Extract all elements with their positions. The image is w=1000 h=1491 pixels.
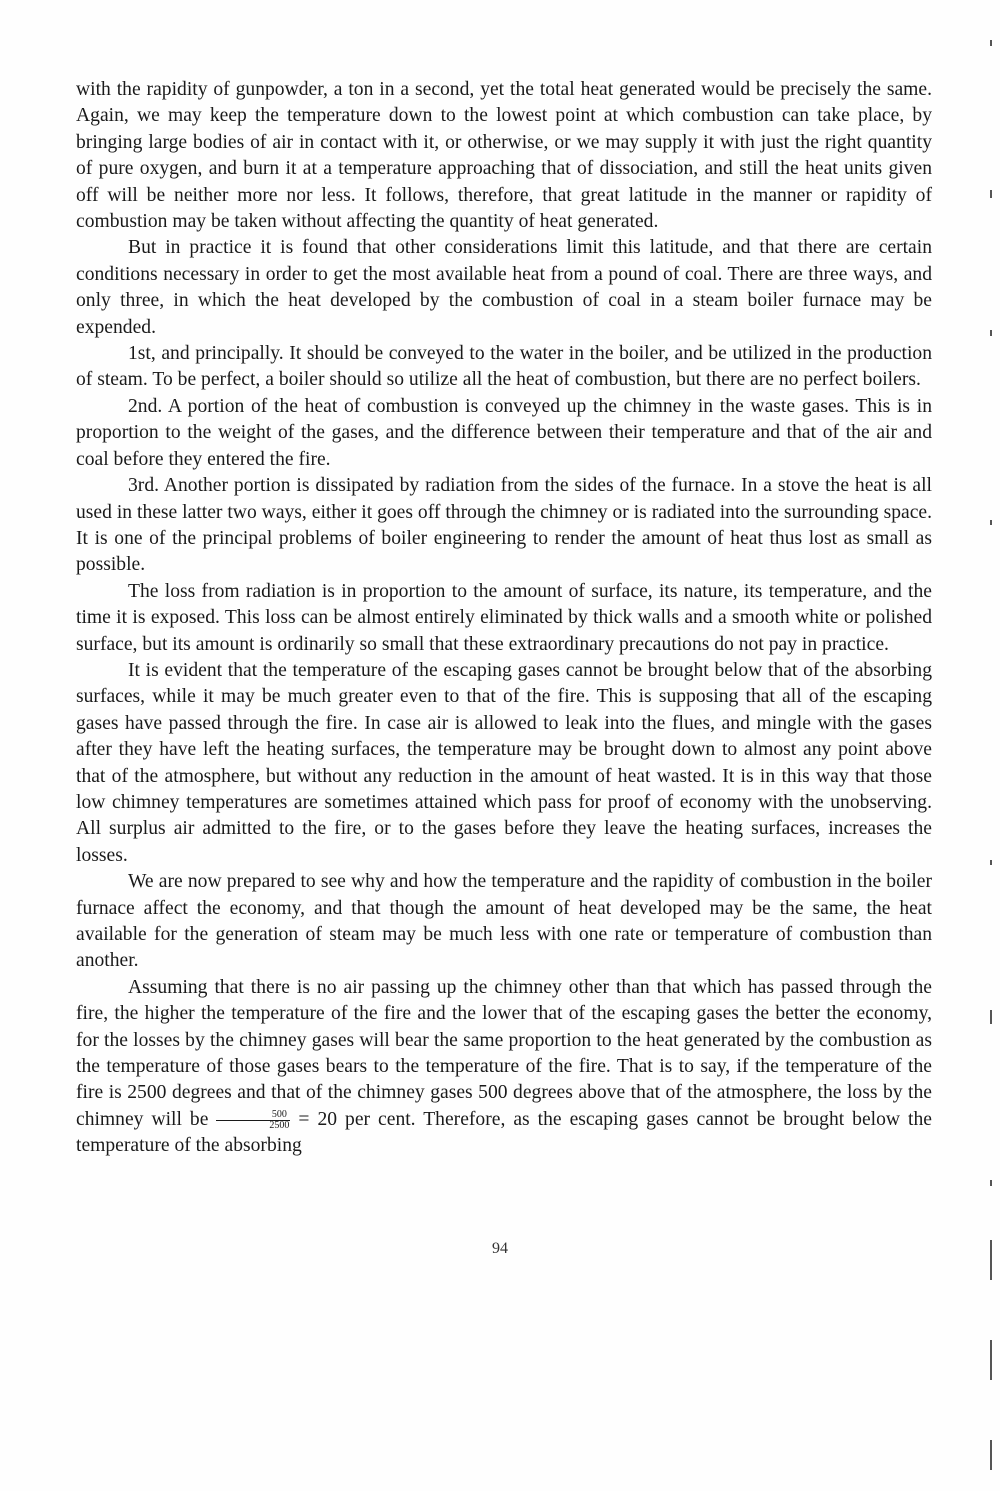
paragraph-1: with the rapidity of gunpowder, a ton in a second, yet the total heat generated would be precisely the same. Again, we may keep the temperature down to the lowest point at which combustion can take place, by bringing large bodies of air in contact with it, or otherwise, or we may supply it with just the right quantity of pure oxygen, and burn it at a temperature approaching that of dissociation, and still the heat units given off will be neither more nor less. It follows, therefore, that great latitude in the manner or rapidity of combustion may be taken without affecting the quantity of heat generated. bbox=[76, 79, 932, 233]
page-number: 94 bbox=[492, 1240, 508, 1257]
paragraph-7: It is evident that the temperature of the escaping gases cannot be brought below that of the absorbing surfaces, while it may be much greater even to that of the fire. This is supposing that all of the escaping gases have passed through the fire. In case air is allowed to leak into the flues, and mingle with the gases after they have left the heating surfaces, the temperature may be brought down to almost any point above that of the atmosphere, but without any reduction in the amount of heat wasted. It is in this way that those low chimney temperatures are sometimes attained which pass for proof of economy with the unobserving. All surplus air admitted to the fire, or to the gases before they leave the heating surfaces, increases the losses. bbox=[76, 659, 932, 866]
paragraph-9-start: Assuming that there is no air passing up the chimney other than that which has passed through the fire, the higher the temperature of the fire and the lower that of the escaping gases the better the economy, for the losses by the chimney gases will bear the same proportion to the heat generated by the combustion as the temperature of those gases bears to the temperature of the fire. That is to say, if the temperature of the fire is 2500 degrees and that of the chimney gases 500 degrees above that of the atmosphere, the loss by the chimney will be bbox=[76, 976, 932, 1130]
paragraph-9 bbox=[76, 975, 932, 1160]
fraction-denominator: 2500 bbox=[269, 1119, 290, 1131]
paragraph-6: The loss from radiation is in proportion to the amount of surface, its nature, its temperature, and the time it is exposed. This loss can be almost entirely eliminated by thick walls and a smooth white or polished surface, but its amount is ordinarily so small that these extraordinary precautions do not pay in practice. bbox=[76, 580, 932, 655]
loss-fraction bbox=[216, 1110, 290, 1131]
paragraph-2: But in practice it is found that other considerations limit this latitude, and that there are certain conditions necessary in order to get the most available heat from a pound of coal. There are three ways, and only three, in which the heat developed by the combustion of coal in a steam boiler furnace may be expended. bbox=[76, 237, 932, 338]
body-text bbox=[76, 77, 932, 1160]
paragraph-3: 1st, and principally. It should be conveyed to the water in the boiler, and be utilized in the production of steam. To be perfect, a boiler should so utilize all the heat of combustion, but there are no perfect boilers. bbox=[76, 343, 932, 391]
paragraph-5: 3rd. Another portion is dissipated by radiation from the sides of the furnace. In a stove the heat is all used in these latter two ways, either it goes off through the chimney or is radiated into the surrounding space. It is one of the principal problems of boiler engineering to render the amount of heat thus lost as small as possible. bbox=[76, 475, 932, 576]
scan-edge-marks bbox=[986, 0, 1000, 1491]
paragraph-8: We are now prepared to see why and how the temperature and the rapidity of combustion in the boiler furnace affect the economy, and that though the amount of heat developed may be the same, the heat available for the generation of steam may be much less with one rate or temperature of combustion than another. bbox=[76, 871, 932, 972]
paragraph-4: 2nd. A portion of the heat of combustion is conveyed up the chimney in the waste gases. This is in proportion to the weight of the gases, and the difference between their temperature and that of the air and coal before they entered the fire. bbox=[76, 395, 932, 470]
paragraph-9-end: = 20 per cent. Therefore, as the escaping gases cannot be brought below the temperature of the absorbing bbox=[76, 1108, 932, 1157]
fraction-numerator: 500 bbox=[216, 1110, 290, 1121]
